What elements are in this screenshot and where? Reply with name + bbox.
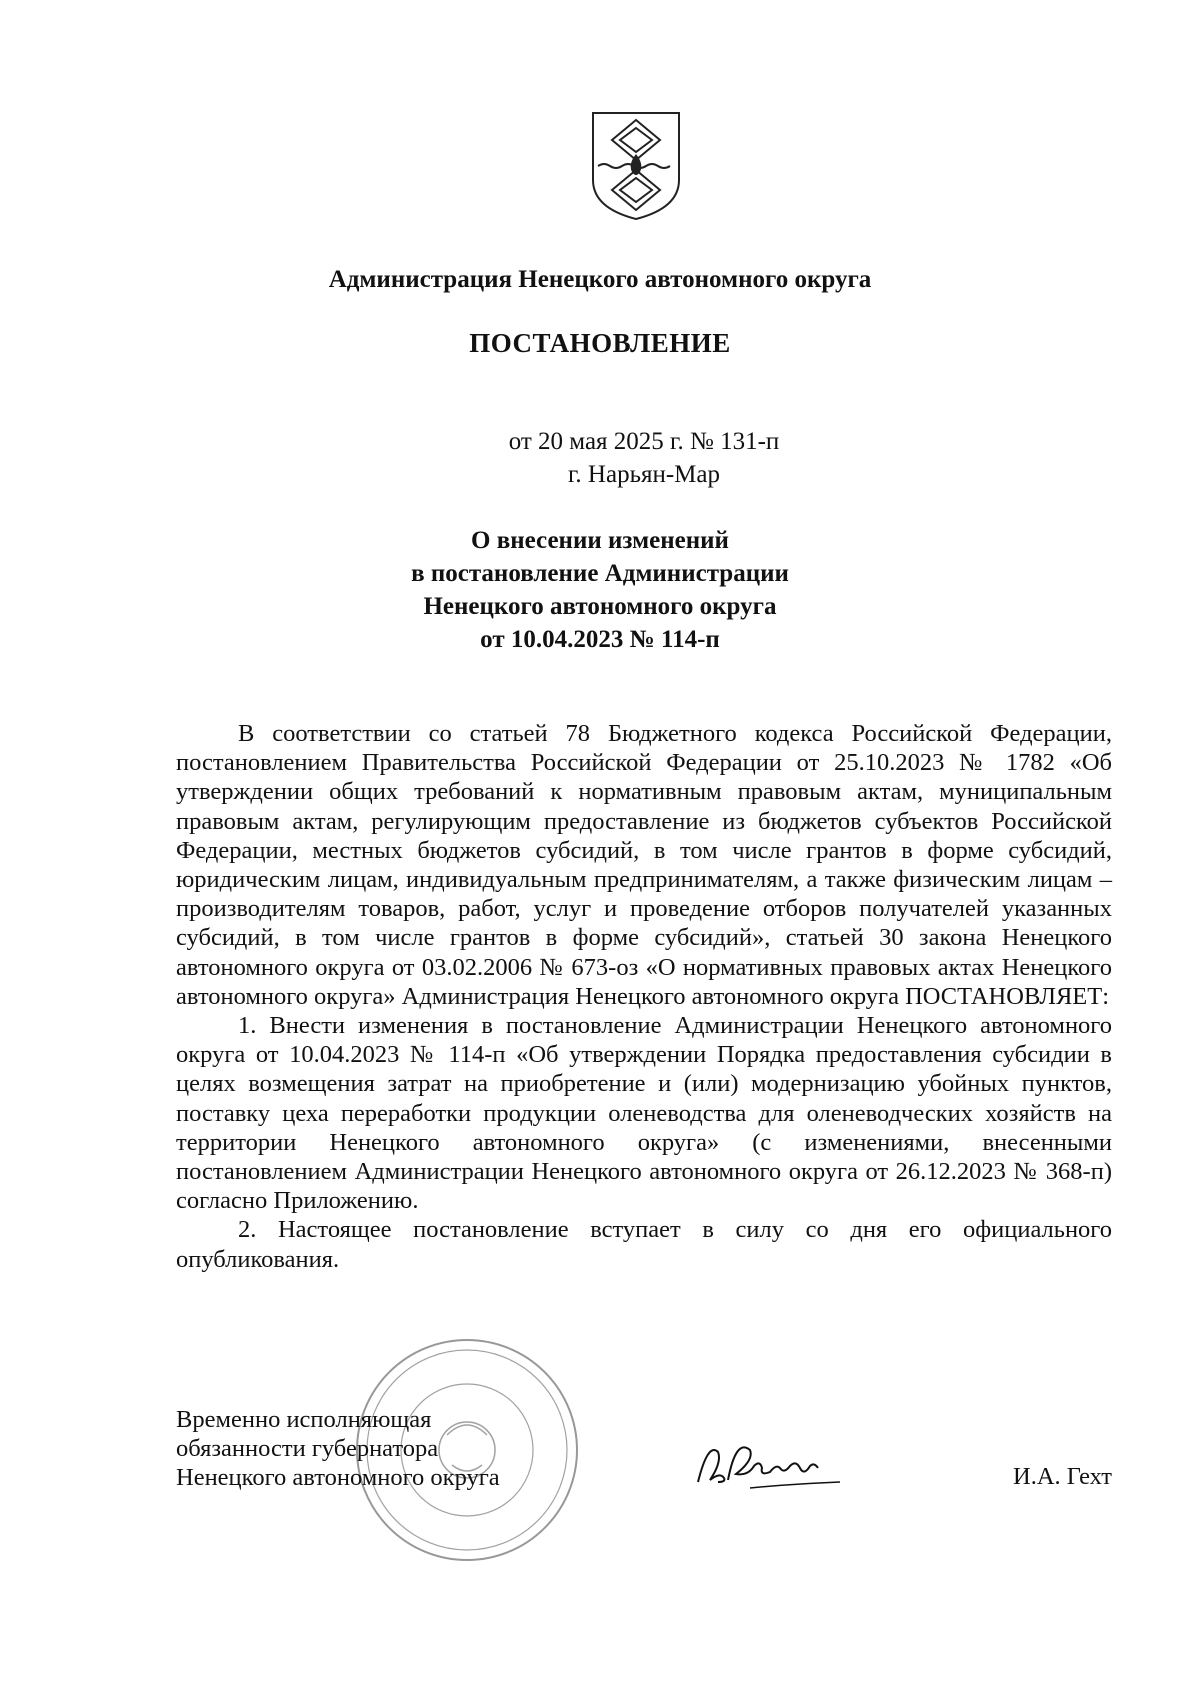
signer-position-line: Ненецкого автономного округа — [176, 1464, 500, 1491]
signer-name: И.А. Гехт — [1013, 1463, 1112, 1490]
document-city: г. Нарьян-Мар — [567, 461, 720, 488]
title-line: Ненецкого автономного округа — [423, 593, 777, 620]
document-type: ПОСТАНОВЛЕНИЕ — [469, 328, 731, 358]
coat-of-arms-icon — [590, 110, 682, 222]
title-line: в постановление Администрации — [411, 560, 789, 587]
document-date-number: от 20 мая 2025 г. № 131-п — [508, 428, 780, 455]
signer-position-line: Временно исполняющая — [176, 1406, 432, 1433]
title-line: О внесении изменений — [471, 527, 729, 554]
signer-position — [176, 1405, 500, 1492]
body-paragraph: 1. Внести изменения в постановление Администрации Ненецкого автономного округа от 10.04.2023 № 114-п «Об утверждении Порядка предоставления субсидии в целях возмещения затрат на приобретение и (или) модернизацию убойных пунктов, поставку цеха переработки продукции оленеводства для оленеводческих хозяйств на территории Ненецкого автономного округа» (с изменениями, внесенными постановлением Администрации Ненецкого автономного округа от 26.12.2023 № 368-п) согласно Приложению. — [176, 1012, 1112, 1215]
body-paragraph: В соответствии со статьей 78 Бюджетного кодекса Российской Федерации, постановлением Правительства Российской Федерации от 25.10.2023 № 1782 «Об утверждении общих требований к нормативным правовым актам, муниципальным правовым актам, регулирующим предоставление из бюджетов субъектов Российской Федерации, местных бюджетов субсидий, в том числе грантов в форме субсидий, юридическим лицам, индивидуальным предпринимателям, а также физическим лицам – производителям товаров, работ, услуг и проведение отборов получателей указанных субсидий, в том числе грантов в форме субсидий», статьей 30 закона Ненецкого автономного округа от 03.02.2006 № 673-оз «О нормативных правовых актах Ненецкого автономного округа» Администрация Ненецкого автономного округа ПОСТАНОВЛЯЕТ: — [176, 720, 1112, 1010]
document-title — [0, 524, 1200, 656]
handwritten-signature-icon — [690, 1432, 860, 1502]
title-line: от 10.04.2023 № 114-п — [480, 626, 720, 653]
document-body — [176, 719, 1112, 1274]
organization-name: Администрация Ненецкого автономного округа — [328, 266, 872, 293]
body-paragraph: 2. Настоящее постановление вступает в силу со дня его официального опубликования. — [176, 1216, 1112, 1273]
signer-position-line: обязанности губернатора — [176, 1435, 439, 1462]
